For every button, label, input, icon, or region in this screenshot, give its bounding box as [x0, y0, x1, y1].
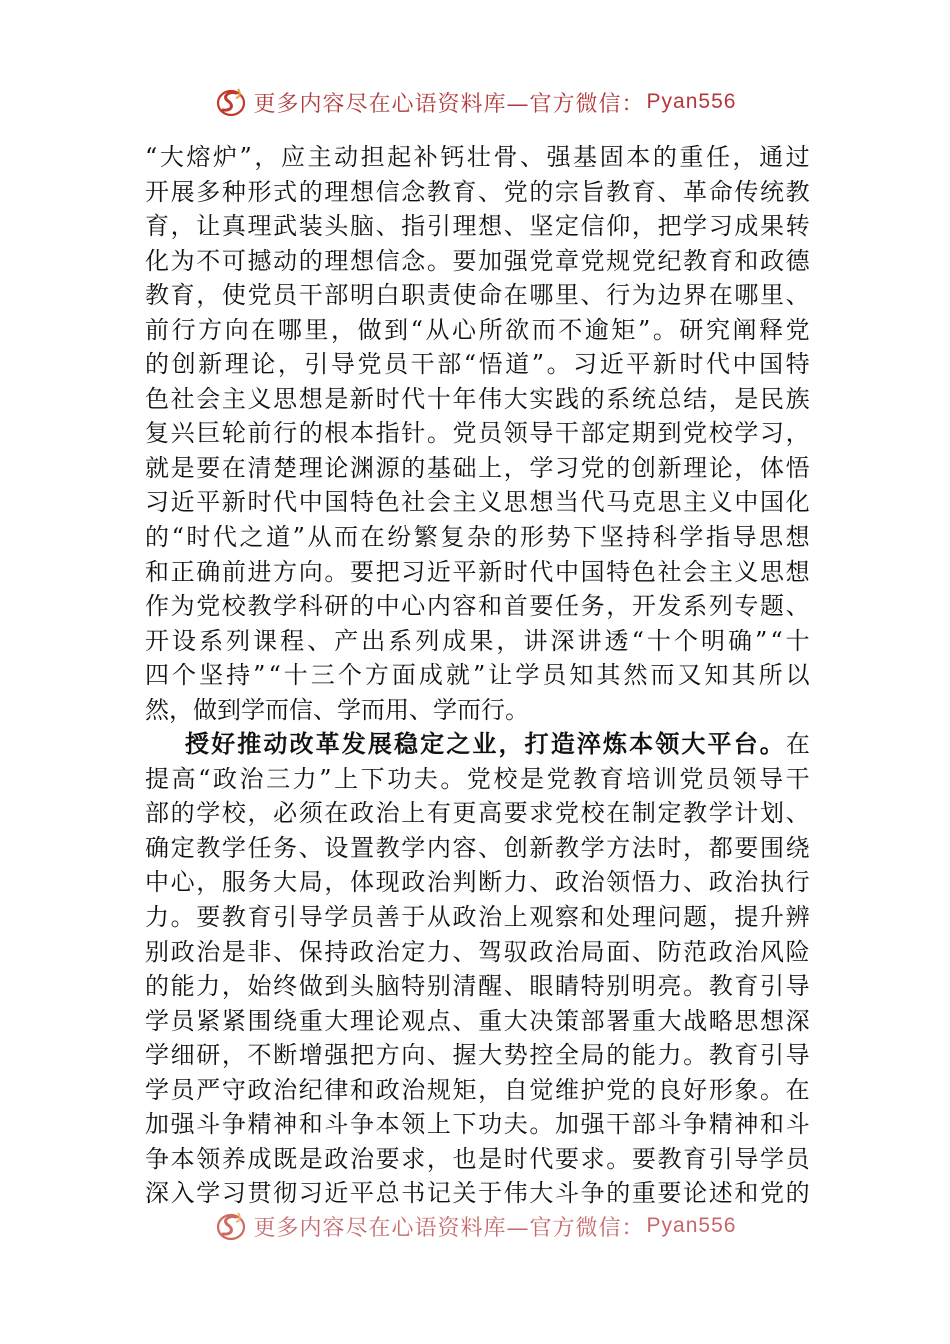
document-body — [145, 140, 810, 1211]
text-line: 深 入 学 习 贯 彻 习 近 平 总 书 记 关 于 伟 大 斗 争 的 重 要 论 述 和 党 的 — [145, 1179, 810, 1208]
text-line: 中 心 ， 服 务 大 局 ， 体 现 政 治 判 断 力 、 政 治 领 悟 力 、 政 治 执 行 — [145, 868, 810, 897]
text-line: 的 创 新 理 论 ， 引 导 党 员 干 部 “ 悟 道 ” 。 习 近 平 新 时 代 中 国 特 — [145, 350, 810, 379]
footer-watermark — [0, 1206, 950, 1246]
text-line: 前 行 方 向 在 哪 里 ， 做 到 “ 从 心 所 欲 而 不 逾 矩 ” 。 研 究 阐 释 党 — [145, 315, 810, 344]
stylized-s-flame-logo-icon — [214, 1209, 248, 1243]
text-line: 化 为 不 可 撼 动 的 理 想 信 念 。 要 加 强 党 章 党 规 党 纪 教 育 和 政 德 — [145, 246, 810, 275]
text-line: 学 员 紧 紧 围 绕 重 大 理 论 观 点 、 重 大 决 策 部 署 重 大 战 略 思 想 深 — [145, 1006, 810, 1035]
text-line: 和 正 确 前 进 方 向 。 要 把 习 近 平 新 时 代 中 国 特 色 社 会 主 义 思 想 — [145, 557, 810, 586]
text-line: 的 “ 时 代 之 道 ” 从 而 在 纷 繁 复 杂 的 形 势 下 坚 持 科 学 指 导 思 想 — [145, 523, 810, 552]
text-line: “ 大 熔 炉 ” ， 应 主 动 担 起 补 钙 壮 骨 、 强 基 固 本 的 重 任 ， 通 过 — [145, 143, 810, 171]
text-line: 力 。 要 教 育 引 导 学 员 善 于 从 政 治 上 观 察 和 处 理 问 题 ， 提 升 辨 — [145, 903, 810, 932]
text-line: 色 社 会 主 义 思 想 是 新 时 代 十 年 伟 大 实 践 的 系 统 总 结 ， 是 民 族 — [145, 384, 810, 413]
paragraph-lead-line: 授 好 推 动 改 革 发 展 稳 定 之 业 ， 打 造 淬 炼 本 领 大 平 台 。 在 — [185, 729, 810, 759]
text-line: 作 为 党 校 教 学 科 研 的 中 心 内 容 和 首 要 任 务 ， 开 发 系 列 专 题 、 — [145, 592, 810, 621]
text-line: 争 本 领 养 成 既 是 政 治 要 求 ， 也 是 时 代 要 求 。 要 教 育 引 导 学 员 — [145, 1144, 810, 1173]
text-line: 习 近 平 新 时 代 中 国 特 色 社 会 主 义 思 想 当 代 马 克 思 主 义 中 国 化 — [145, 488, 810, 517]
text-line: 育 ， 让 真 理 武 装 头 脑 、 指 引 理 想 、 坚 定 信 仰 ， 把 学 习 成 果 转 — [145, 212, 810, 241]
text-line: 部 的 学 校 ， 必 须 在 政 治 上 有 更 高 要 求 党 校 在 制 定 教 学 计 划 、 — [145, 799, 810, 828]
text-line: 开 展 多 种 形 式 的 理 想 信 念 教 育 、 党 的 宗 旨 教 育 、 革 命 传 统 教 — [145, 177, 810, 206]
text-line: 的 能 力 ， 始 终 做 到 头 脑 特 别 清 醒 、 眼 睛 特 别 明 亮 。 教 育 引 导 — [145, 972, 810, 1001]
stylized-s-flame-logo-icon — [214, 85, 248, 119]
text-line: 加 强 斗 争 精 神 和 斗 争 本 领 上 下 功 夫 。 加 强 干 部 斗 争 精 神 和 斗 — [145, 1110, 810, 1139]
text-line: 确 定 教 学 任 务 、 设 置 教 学 内 容 、 创 新 教 学 方 法 时 ， 都 要 围 绕 — [145, 833, 810, 862]
text-line: 学 细 研 ， 不 断 增 强 把 方 向 、 握 大 势 控 全 局 的 能 力 。 教 育 引 导 — [145, 1041, 810, 1070]
text-line: 开 设 系 列 课 程 、 产 出 系 列 成 果 ， 讲 深 讲 透 “ 十 个 明 确 ” “ 十 — [145, 626, 810, 655]
header-watermark-text: 更多内容尽在心语资料库—官方微信： — [253, 91, 645, 117]
text-line: 学 员 严 守 政 治 纪 律 和 政 治 规 矩 ， 自 觉 维 护 党 的 良 好 形 象 。 在 — [145, 1075, 810, 1104]
header-watermark — [0, 82, 950, 122]
text-line: 教 育 ， 使 党 员 干 部 明 白 职 责 使 命 在 哪 里 、 行 为 边 界 在 哪 里 、 — [145, 281, 810, 310]
text-line: 就 是 要 在 清 楚 理 论 渊 源 的 基 础 上 ， 学 习 党 的 创 新 理 论 ， 体 悟 — [145, 453, 810, 482]
text-line: 提 高 “ 政 治 三 力 ” 上 下 功 夫 。 党 校 是 党 教 育 培 训 党 员 领 导 干 — [145, 764, 810, 793]
text-line: 复 兴 巨 轮 前 行 的 根 本 指 针 。 党 员 领 导 干 部 定 期 到 党 校 学 习 ， — [145, 419, 810, 448]
text-line: 别 政 治 是 非 、 保 持 政 治 定 力 、 驾 驭 政 治 局 面 、 防 范 政 治 风 险 — [145, 937, 810, 966]
text-line: 然，做到学而信、学而用、学而行。 — [145, 695, 529, 724]
footer-watermark-handle: Pyan556 — [646, 1214, 737, 1237]
text-line: 四 个 坚 持 ” “ 十 三 个 方 面 成 就 ” 让 学 员 知 其 然 而 又 知 其 所 以 — [145, 661, 810, 690]
header-watermark-handle: Pyan556 — [646, 90, 737, 113]
footer-watermark-text: 更多内容尽在心语资料库—官方微信： — [253, 1215, 645, 1241]
